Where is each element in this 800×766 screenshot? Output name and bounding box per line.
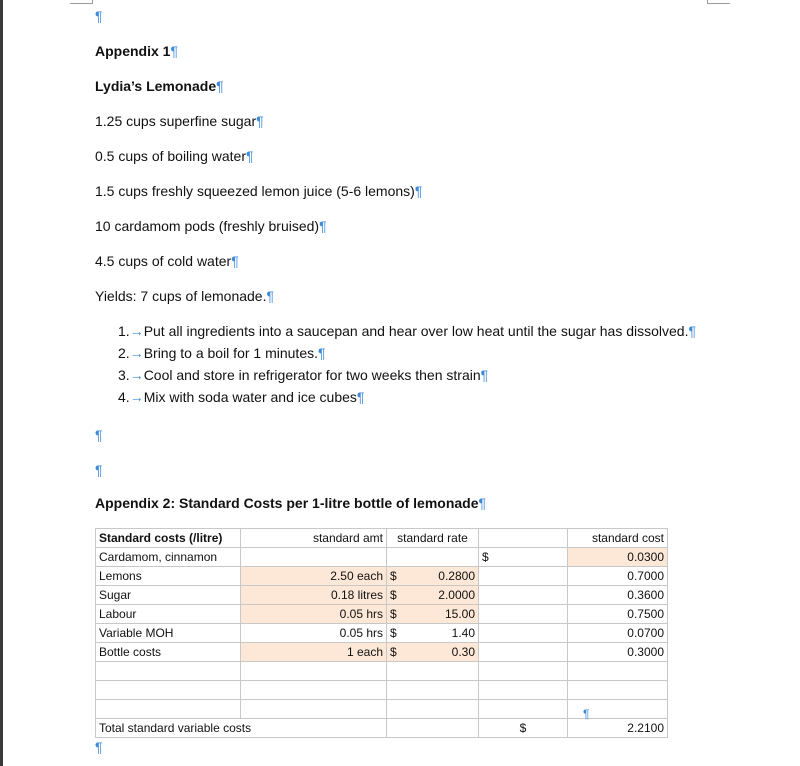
paragraph-mark: ¶	[231, 253, 239, 269]
table-row	[96, 681, 668, 700]
total-value-cell[interactable]: 2.2100	[568, 719, 668, 738]
item-cell[interactable]: Cardamom, cinnamon	[96, 548, 241, 567]
step-item[interactable]	[118, 322, 696, 340]
cost-currency-cell[interactable]	[479, 586, 568, 605]
item-cell[interactable]: Sugar	[96, 586, 241, 605]
tab-arrow-icon: →	[129, 389, 144, 405]
header-cell[interactable]: standard amt	[241, 529, 387, 548]
recipe-title-text: Lydia’s Lemonade	[95, 78, 217, 94]
paragraph-mark: ¶	[319, 218, 327, 234]
step-number: 2.	[118, 345, 130, 361]
step-text: Mix with soda water and ice cubes	[143, 389, 357, 405]
empty-cell[interactable]	[479, 662, 568, 681]
step-item[interactable]	[118, 388, 364, 406]
empty-paragraph-mark: ¶	[95, 427, 103, 443]
rate-cell[interactable]: $ 2.0000	[387, 586, 479, 605]
empty-cell[interactable]	[479, 700, 568, 719]
step-item[interactable]	[118, 344, 326, 362]
tab-arrow-icon: →	[129, 323, 144, 339]
step-text: Bring to a boil for 1 minutes.	[143, 345, 318, 361]
cost-cell[interactable]: 0.7500	[568, 605, 668, 624]
empty-cell[interactable]	[479, 681, 568, 700]
cost-currency-cell[interactable]	[479, 643, 568, 662]
cost-cell[interactable]: 0.3600	[568, 586, 668, 605]
paragraph-mark: ¶	[245, 148, 254, 164]
amt-cell[interactable]	[241, 548, 387, 567]
table-row	[96, 586, 668, 605]
tab-arrow-icon: →	[129, 367, 144, 383]
ingredient-line[interactable]	[95, 112, 264, 130]
rate-cell[interactable]: $ 1.40	[387, 624, 479, 643]
recipe-title[interactable]	[95, 77, 224, 95]
amt-cell[interactable]: 2.50 each	[241, 567, 387, 586]
step-text: Cool and store in refrigerator for two weeks then strain	[143, 367, 481, 383]
appendix-1-heading[interactable]	[95, 42, 178, 60]
empty-cell[interactable]	[241, 700, 387, 719]
ingredient-text: 0.5 cups of boiling water	[95, 148, 246, 164]
amt-cell[interactable]: 0.05 hrs	[241, 624, 387, 643]
header-cell[interactable]: standard rate	[387, 529, 479, 548]
total-currency-cell[interactable]: $	[479, 719, 568, 738]
cost-cell[interactable]: 0.3000	[568, 643, 668, 662]
empty-paragraph-mark: ¶	[95, 462, 103, 478]
step-number: 4.	[118, 389, 130, 405]
yields-text: Yields: 7 cups of lemonade.	[95, 288, 267, 304]
rate-cell[interactable]	[387, 548, 479, 567]
table-row	[96, 605, 668, 624]
appendix-2-title: Appendix 2: Standard Costs per 1-litre bottle of lemonade	[95, 495, 479, 511]
ingredient-text: 1.25 cups superfine sugar	[95, 113, 257, 129]
empty-cell[interactable]	[241, 662, 387, 681]
cost-cell[interactable]: 0.0700	[568, 624, 668, 643]
step-text: Put all ingredients into a saucepan and hear over low heat until the sugar has dissolved.	[143, 323, 689, 339]
step-number: 1.	[118, 323, 130, 339]
ingredient-line[interactable]	[95, 182, 422, 200]
step-number: 3.	[118, 367, 130, 383]
empty-paragraph-mark: ¶	[95, 8, 103, 24]
empty-cell[interactable]	[96, 662, 241, 681]
cost-cell[interactable]: 0.7000	[568, 567, 668, 586]
paragraph-mark: ¶	[266, 288, 275, 304]
paragraph-mark: ¶	[216, 78, 224, 94]
paragraph-mark: ¶	[478, 495, 487, 511]
header-cell[interactable]	[479, 529, 568, 548]
margin-corner-right	[707, 0, 730, 4]
item-cell[interactable]: Bottle costs	[96, 643, 241, 662]
table-row	[96, 700, 668, 719]
rate-cell[interactable]: $ 0.30	[387, 643, 479, 662]
amt-cell[interactable]: 0.18 litres	[241, 586, 387, 605]
table-header-row	[96, 529, 668, 548]
rate-cell[interactable]: $ 15.00	[387, 605, 479, 624]
table-end-mark: ¶	[583, 707, 590, 721]
ingredient-line[interactable]	[95, 217, 327, 235]
table-row	[96, 643, 668, 662]
appendix-1-title: Appendix 1	[95, 43, 171, 59]
table-row	[96, 567, 668, 586]
amt-cell[interactable]: 1 each	[241, 643, 387, 662]
empty-paragraph-mark: ¶	[95, 739, 103, 755]
cost-currency-cell[interactable]	[479, 605, 568, 624]
empty-cell[interactable]	[387, 700, 479, 719]
item-cell[interactable]: Lemons	[96, 567, 241, 586]
paragraph-mark: ¶	[688, 323, 697, 339]
cost-currency-cell[interactable]	[479, 624, 568, 643]
header-cell[interactable]: Standard costs (/litre)	[96, 529, 241, 548]
total-label-cell[interactable]: Total standard variable costs	[96, 719, 387, 738]
appendix-2-heading[interactable]	[95, 494, 486, 512]
paragraph-mark: ¶	[414, 183, 423, 199]
empty-cell[interactable]	[568, 681, 668, 700]
rate-cell[interactable]: $ 0.2800	[387, 567, 479, 586]
paragraph-mark: ¶	[170, 43, 178, 59]
empty-cell[interactable]	[387, 662, 479, 681]
cost-currency-cell[interactable]: $	[479, 548, 568, 567]
empty-cell[interactable]	[96, 681, 241, 700]
empty-cell[interactable]	[568, 662, 668, 681]
ingredient-text: 4.5 cups of cold water	[95, 253, 232, 269]
cost-currency-cell[interactable]	[479, 567, 568, 586]
paragraph-mark: ¶	[256, 113, 264, 129]
table-row	[96, 662, 668, 681]
empty-cell[interactable]	[241, 681, 387, 700]
step-item[interactable]	[118, 366, 488, 384]
yields-line[interactable]	[95, 287, 274, 305]
paragraph-mark: ¶	[356, 389, 365, 405]
amt-cell[interactable]: 0.05 hrs	[241, 605, 387, 624]
page-edge	[0, 0, 3, 766]
ingredient-text: 10 cardamom pods (freshly bruised)	[95, 218, 320, 234]
item-cell[interactable]: Variable MOH	[96, 624, 241, 643]
margin-corner-left	[70, 0, 93, 4]
item-cell[interactable]: Labour	[96, 605, 241, 624]
ingredient-line[interactable]	[95, 252, 239, 270]
table-row	[96, 624, 668, 643]
empty-cell[interactable]	[387, 719, 479, 738]
empty-cell[interactable]	[96, 700, 241, 719]
tab-arrow-icon: →	[129, 345, 144, 361]
cost-cell[interactable]: 0.0300	[568, 548, 668, 567]
ingredient-text: 1.5 cups freshly squeezed lemon juice (5-6 lemons)	[95, 183, 415, 199]
paragraph-mark: ¶	[318, 345, 326, 361]
header-cell[interactable]: standard cost	[568, 529, 668, 548]
empty-cell[interactable]	[387, 681, 479, 700]
total-row	[96, 719, 668, 738]
ingredient-line[interactable]	[95, 147, 254, 165]
table-row	[96, 548, 668, 567]
paragraph-mark: ¶	[480, 367, 489, 383]
